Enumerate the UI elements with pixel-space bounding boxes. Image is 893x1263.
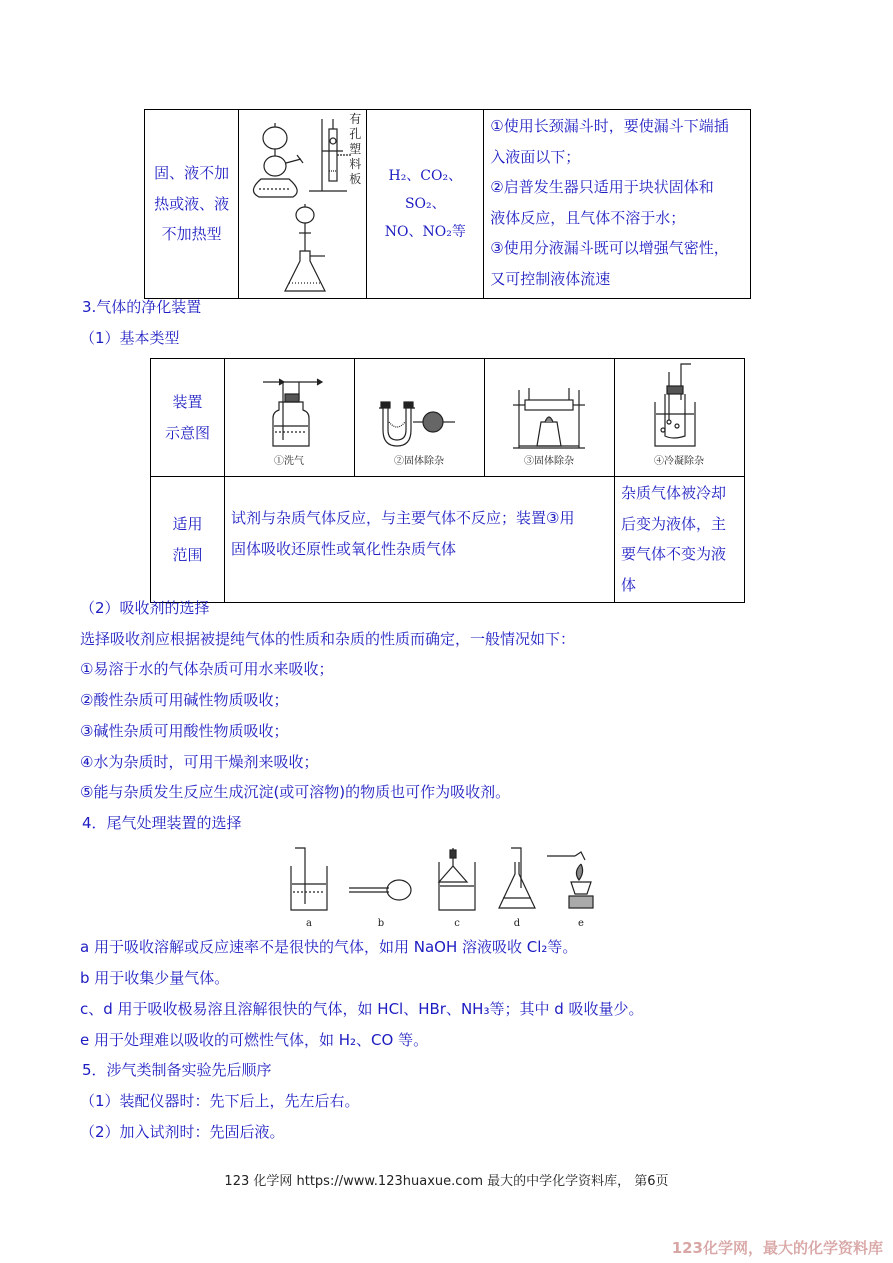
scope-line: 杂质气体被冷却 [621, 484, 727, 502]
caption-cond: ④冷凝除杂 [654, 456, 704, 467]
absorbent-item: ①易溶于水的气体杂质可用水来吸收； [80, 660, 334, 678]
header-line: 适用 [172, 514, 203, 533]
note-line: ①使用长颈漏斗时，要使漏斗下端插 [490, 117, 729, 135]
scope-line: 体 [621, 575, 637, 594]
tail-gas-line: e 用于处理难以吸收的可燃性气体，如 H₂、CO 等。 [80, 1031, 429, 1049]
tail-gas-line: c、d 用于吸收极易溶且溶解很快的气体，如 HCl、HBr、NH₃等；其中 d 吸收量少。 [80, 1000, 644, 1018]
table-row [151, 359, 745, 477]
gases-line: H₂、CO₂、SO₂、 [388, 168, 463, 212]
watermark: 123化学网，最大的化学资料库 [671, 1239, 883, 1257]
fig-label-e: e [578, 918, 584, 929]
scope-line: 后变为液体，主 [621, 514, 727, 533]
section-3-title: 3.气体的净化装置 [82, 298, 202, 316]
purification-table [150, 358, 745, 603]
header-line: 装置 [172, 392, 203, 411]
caption-solid2: ③固体除杂 [524, 456, 574, 467]
fig-label-b: b [377, 918, 385, 929]
table-row [145, 110, 751, 299]
heated-tube-cell [485, 359, 615, 477]
absorbent-item: ②酸性杂质可用碱性物质吸收； [80, 691, 289, 709]
scope-line: 要气体不变为液 [621, 545, 727, 563]
table-row [151, 477, 745, 603]
apparatus-figure-cell [239, 110, 367, 299]
caption-wash: ①洗气 [274, 456, 304, 467]
subsection-absorbent-choice: （2）吸收剂的选择 [80, 599, 210, 617]
notes-cell [484, 110, 751, 299]
subsection-basic-types: （1）基本类型 [80, 329, 180, 347]
board-label-char: 孔 [349, 127, 362, 141]
fig-label-a: a [306, 918, 312, 929]
board-label-char: 塑 [349, 142, 362, 156]
absorbent-item: ④水为杂质时，可用干燥剂来吸收； [80, 753, 319, 771]
generator-table [144, 109, 751, 299]
fig-label-d: d [513, 918, 521, 929]
gas-washing-cell [225, 359, 355, 477]
test-tube-stand-icon [309, 119, 351, 191]
scope-line: 固体吸收还原性或氧化性杂质气体 [231, 540, 457, 558]
note-line: 液体反应，且气体不溶于水； [490, 208, 686, 227]
tail-gas-line: a 用于吸收溶解或反应速率不是很快的气体，如用 NaOH 溶液吸收 Cl₂等。 [80, 938, 578, 956]
tail-gas-apparatus-figure [285, 842, 615, 930]
scope-header-cell [151, 477, 225, 603]
board-label-char: 板 [349, 172, 362, 186]
gases-line: NO、NO₂等 [384, 224, 466, 240]
type-line: 固、液不加 [154, 164, 230, 183]
scope-condense-cell [615, 477, 745, 603]
note-line: 入液面以下； [490, 147, 581, 166]
condenser-cell [615, 359, 745, 477]
order-item: （2）加入试剂时：先固后液。 [80, 1123, 285, 1141]
order-item: （1）装配仪器时：先下后上，先左后右。 [80, 1092, 360, 1110]
board-label-char: 有 [349, 112, 362, 126]
note-line: 又可控制液体流速 [490, 269, 611, 288]
u-tube-cell [355, 359, 485, 477]
apparatus-header-cell [151, 359, 225, 477]
caption-solid1: ②固体除杂 [394, 456, 444, 467]
gas-washing-bottle-figure [225, 360, 354, 475]
note-line: ③使用分液漏斗既可以增强气密性， [490, 239, 729, 257]
note-line: ②启普发生器只适用于块状固体和 [490, 178, 714, 196]
section-5-title: 5．涉气类制备实验先后顺序 [82, 1061, 272, 1079]
board-label-char: 料 [349, 157, 362, 171]
applicable-gases-cell [367, 110, 484, 299]
type-line: 不加热型 [161, 225, 222, 244]
header-line: 示意图 [164, 423, 210, 442]
absorbent-item: ③碱性杂质可用酸性物质吸收； [80, 722, 289, 740]
heated-tube-figure [485, 360, 614, 475]
u-tube-figure [355, 360, 484, 475]
tail-gas-line: b 用于收集少量气体。 [80, 969, 230, 987]
generator-type-cell [145, 110, 239, 299]
kipp-generator-icon [254, 123, 304, 197]
generator-apparatus-figure [239, 111, 366, 297]
type-line: 热或液、液 [154, 194, 230, 213]
section-4-title: 4．尾气处理装置的选择 [82, 814, 242, 832]
absorbent-intro: 选择吸收剂应根据被提纯气体的性质和杂质的性质而确定，一般情况如下： [80, 630, 576, 648]
scope-main-cell [225, 477, 615, 603]
perforated-board-label [349, 112, 363, 187]
cold-trap-figure [615, 360, 744, 475]
header-line: 范围 [172, 545, 203, 564]
absorbent-item: ⑤能与杂质发生反应生成沉淀(或可溶物)的物质也可作为吸收剂。 [80, 783, 511, 801]
separatory-funnel-flask-icon [285, 204, 325, 291]
fig-label-c: c [454, 918, 460, 929]
scope-line: 试剂与杂质气体反应，与主要气体不反应；装置③用 [231, 509, 575, 527]
page-footer: 123 化学网 https://www.123huaxue.com 最大的中学化学资料库， 第6页 [224, 1174, 669, 1189]
